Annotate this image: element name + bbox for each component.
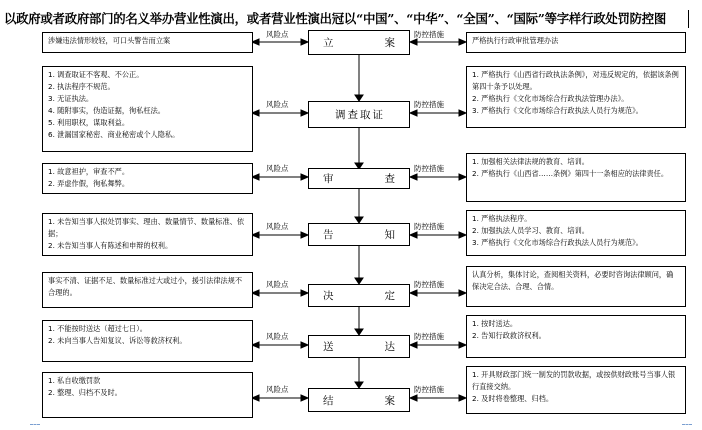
control-box-review [466,153,686,202]
control-line: 2. 严格执行《山西省……条例》第四十一条相应的法律责任。 [472,169,669,178]
control-label: 防控措施 [414,30,444,39]
risk-box-notify [42,213,253,256]
step-closing [308,388,410,412]
risk-line: 2. 整理、归档不及时。 [48,388,122,397]
risk-label: 风险点 [266,280,289,289]
risk-line: 1. 私自收缴罚款 [48,376,101,385]
control-box-closing [466,366,686,414]
risk-line: 1. 未告知当事人拟处罚事实、理由、数量情节、数量标准、依据； [48,217,245,238]
risk-box-closing [42,372,253,418]
risk-label: 风险点 [266,332,289,341]
risk-line: 2. 未向当事人告知复议、诉讼等救济权利。 [48,336,187,345]
control-label: 防控措施 [414,164,444,173]
control-label: 防控措施 [414,100,444,109]
control-line: 2. 严格执行《文化市场综合行政执法管理办法》。 [472,94,629,103]
control-line: 1. 开具财政部门统一制发的罚款收据，或按供财政账号当事人银行直接交纳。 [472,370,676,391]
page-title: 以政府或者政府部门的名义举办营业性演出，或者营业性演出冠以“中国”、“中华”、“全国”、“国际”等字样行政处罚防控图 [4,11,667,26]
step-delivery [308,335,410,358]
step-label: 决 定 [323,290,405,302]
risk-box-decision [42,272,253,308]
control-label: 防控措施 [414,280,444,289]
risk-line: 涉嫌违法情形较轻，可口头警告而立案 [48,36,171,45]
risk-line: 4. 随附事实，伪造证据，徇私枉法。 [48,106,165,115]
risk-line: 2. 执法程序不规范。 [48,82,115,91]
step-label: 送 达 [323,341,405,353]
control-line: 2. 加强执法人员学习、教育、培训。 [472,226,589,235]
risk-box-filing [42,32,253,53]
control-label: 防控措施 [414,222,444,231]
risk-box-delivery [42,320,253,362]
risk-box-investigation [42,66,253,152]
risk-line: 3. 无证执法。 [48,94,94,103]
control-box-decision [466,266,686,307]
step-label: 结 案 [323,394,405,407]
control-box-delivery [466,315,686,358]
control-line: 1. 严格执法程序。 [472,214,532,223]
control-label: 防控措施 [414,332,444,341]
risk-box-review [42,163,253,194]
risk-label: 风险点 [266,164,289,173]
step-notify [308,223,410,246]
risk-line: 2. 弄虚作假，徇私舞弊。 [48,179,130,188]
step-label: 调查取证 [335,109,385,121]
step-decision [308,284,410,307]
risk-line: 1. 不能按时送达（超过七日）。 [48,324,147,333]
control-line: 认真分析，集体讨论，查阅相关资料，必要时咨询法律顾问，确保决定合法、合理、合情。 [472,270,674,291]
risk-label: 风险点 [266,385,289,394]
control-box-investigation [466,66,686,128]
risk-line: 6. 泄漏国家秘密、商业秘密或个人隐私。 [48,130,180,139]
control-line: 3. 严格执行《文化市场综合行政执法人员行为规范》。 [472,106,643,115]
risk-label: 风险点 [266,222,289,231]
control-line: 1. 加强相关法律法规的教育、培训。 [472,157,589,166]
control-box-filing [466,32,686,53]
risk-label: 风险点 [266,30,289,39]
page-margin-mark [30,424,40,425]
control-box-notify [466,210,686,256]
risk-line: 事实不清、证据不足、数量标准过大或过小，援引法律法规不合理的。 [48,276,243,297]
control-line: 2. 及时将卷整理、归档。 [472,394,554,403]
step-label: 告 知 [323,229,405,241]
control-line: 1. 严格执行《山西省行政执法条例》，对违反规定的，依据该条例第四十条予以处理。 [472,70,679,91]
step-review [308,168,410,189]
control-line: 1. 按时送达。 [472,319,518,328]
step-label: 立 案 [323,37,405,49]
control-line: 2. 告知行政救济权利。 [472,331,546,340]
risk-label: 风险点 [266,100,289,109]
page-margin-mark [682,424,692,425]
risk-line: 1. 故意袒护，审查不严。 [48,167,130,176]
step-filing [308,30,410,55]
step-investigation [308,101,410,128]
control-line: 3. 严格执行《文化市场综合行政执法人员行为规范》。 [472,238,643,247]
step-label: 审 查 [323,173,405,185]
risk-line: 1. 调查取证不客观、不公正。 [48,70,144,79]
control-label: 防控措施 [414,385,444,394]
risk-line: 5. 利用职权，谋取利益。 [48,118,130,127]
risk-line: 2. 未告知当事人有陈述和申辩的权利。 [48,241,173,250]
control-line: 严格执行行政审批管理办法 [472,36,559,45]
